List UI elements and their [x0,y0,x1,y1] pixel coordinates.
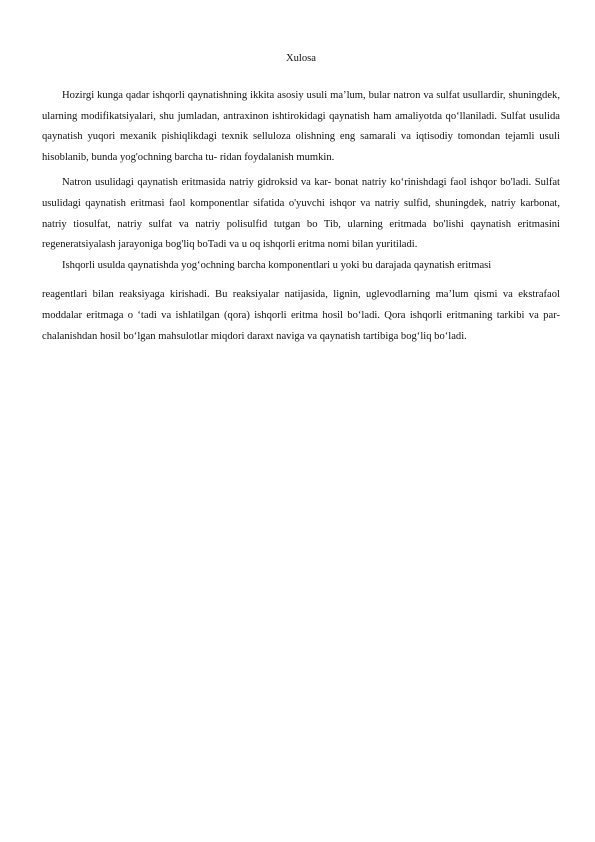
paragraph-3: Ishqorli usulda qaynatishda yog‘ochning barcha komponentlari u yoki bu darajada qaynatish eritmasi [62,259,492,271]
paragraph-1: Hozirgi kunga qadar ishqorli qaynatishning ikkita asosiy usuli ma’lum, bular natron va sulfat usullardir, shuningdek, ularning modifikatsiyalari, shu jumladan, antraxinon ishtirokidagi qaynatish ham amaliyotda qo‘llaniladi. Sulfat usulida qaynatish yuqori mexanik pishiqlikdagi texnik selluloza olishning eng samarali va iqtisodiy tomondan tejamli usuli hisoblanib, bunda yog'ochning barcha tu- ridan foydalanish mumkin. [42,90,560,163]
page-title: Xulosa [285,53,316,64]
paragraph-2: Natron usulidagi qaynatish eritmasida natriy gidroksid va kar- bonat natriy ko‘rinishdagi faol ishqor bo'ladi. Sulfat usulidagi qaynatish eritmasi faol komponentlar sifatida o'yuvchi ishqor va natriy sulfid, shuningdek, natriy karbonat, natriy tiosulfat, natriy sulfat va natriy polisulfid tutgan bo Tib, ularning eritmada bo'lishi qaynatish eritmasini regeneratsiyalash jarayoniga bog'liq boTadi va u oq ishqorli eritma nomi bilan yuritiladi. [42,177,560,251]
document-page [42,0,560,347]
paragraph-4: reagentlari bilan reaksiyaga kirishadi. Bu reaksiyalar natijasida, lignin, uglevodlarning ma’lum qismi va ekstrafaol moddalar eritmaga o ‘tadi va ishlatilgan (qora) ishqorli eritma hosil bo‘ladi. Qora ishqorli eritmaning tarkibi va par- chalanishdan hosil bo‘lgan mahsulotlar miqdori daraxt naviga va qaynatish tartibiga bog‘liq bo‘ladi. [42,289,560,343]
